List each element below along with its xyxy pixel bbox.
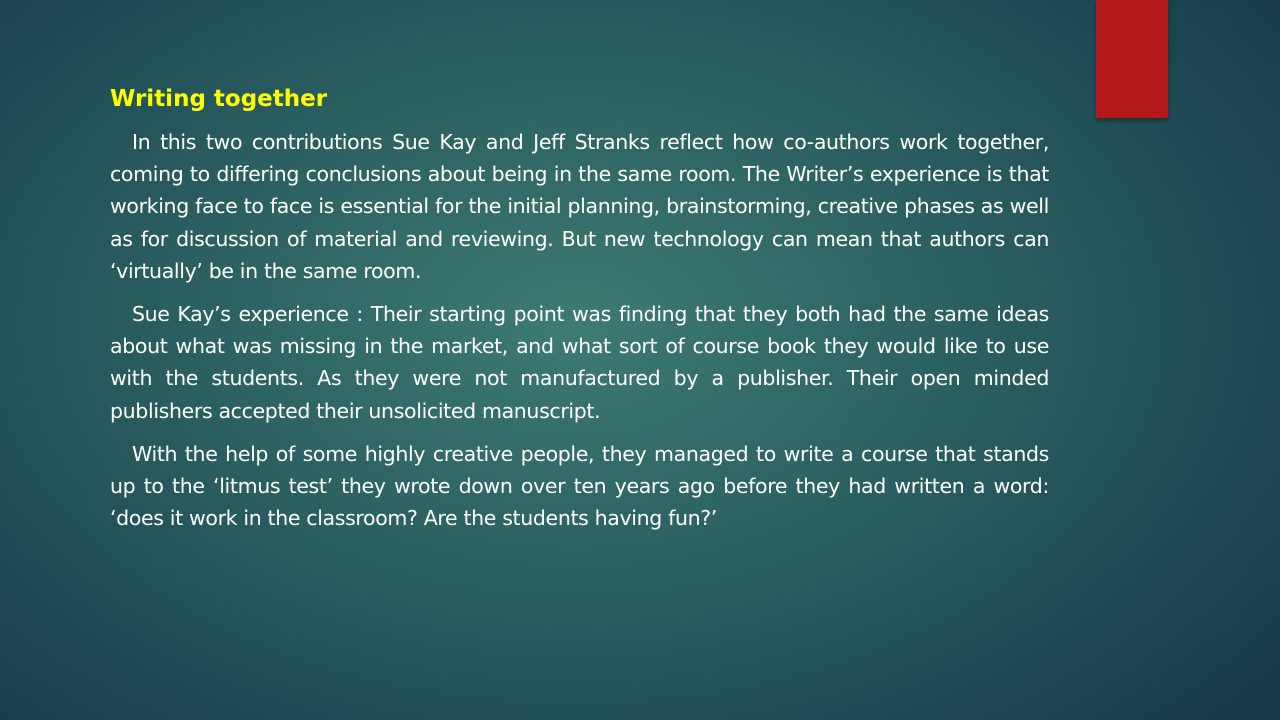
slide-title: Writing together xyxy=(110,86,328,112)
slide-content xyxy=(110,82,1049,545)
paragraph-intro: In this two contributions Sue Kay and Jeff Stranks reflect how co-authors work together, coming to differing conclusions about being in the same room. The Writer’s experience is that working face to face is essential for the initial planning, brainstorming, creative phases as well as for discussion of material and reviewing. But new technology can mean that authors can ‘virtually’ be in the same room. xyxy=(110,130,1049,283)
paragraph-sue-kay-experience: Sue Kay’s experience : Their starting point was finding that they both had the same ideas about what was missing in the market, and what sort of course book they would like to use with the students. As they were not manufactured by a publisher. Their open minded publishers accepted their unsolicited manuscript. xyxy=(110,302,1049,423)
paragraph-litmus-test: With the help of some highly creative people, they managed to write a course that stands up to the ‘litmus test’ they wrote down over ten years ago before they had written a word: ‘does it work in the classroom? Are the students having fun?’ xyxy=(110,441,1049,531)
accent-bar xyxy=(1096,0,1168,118)
